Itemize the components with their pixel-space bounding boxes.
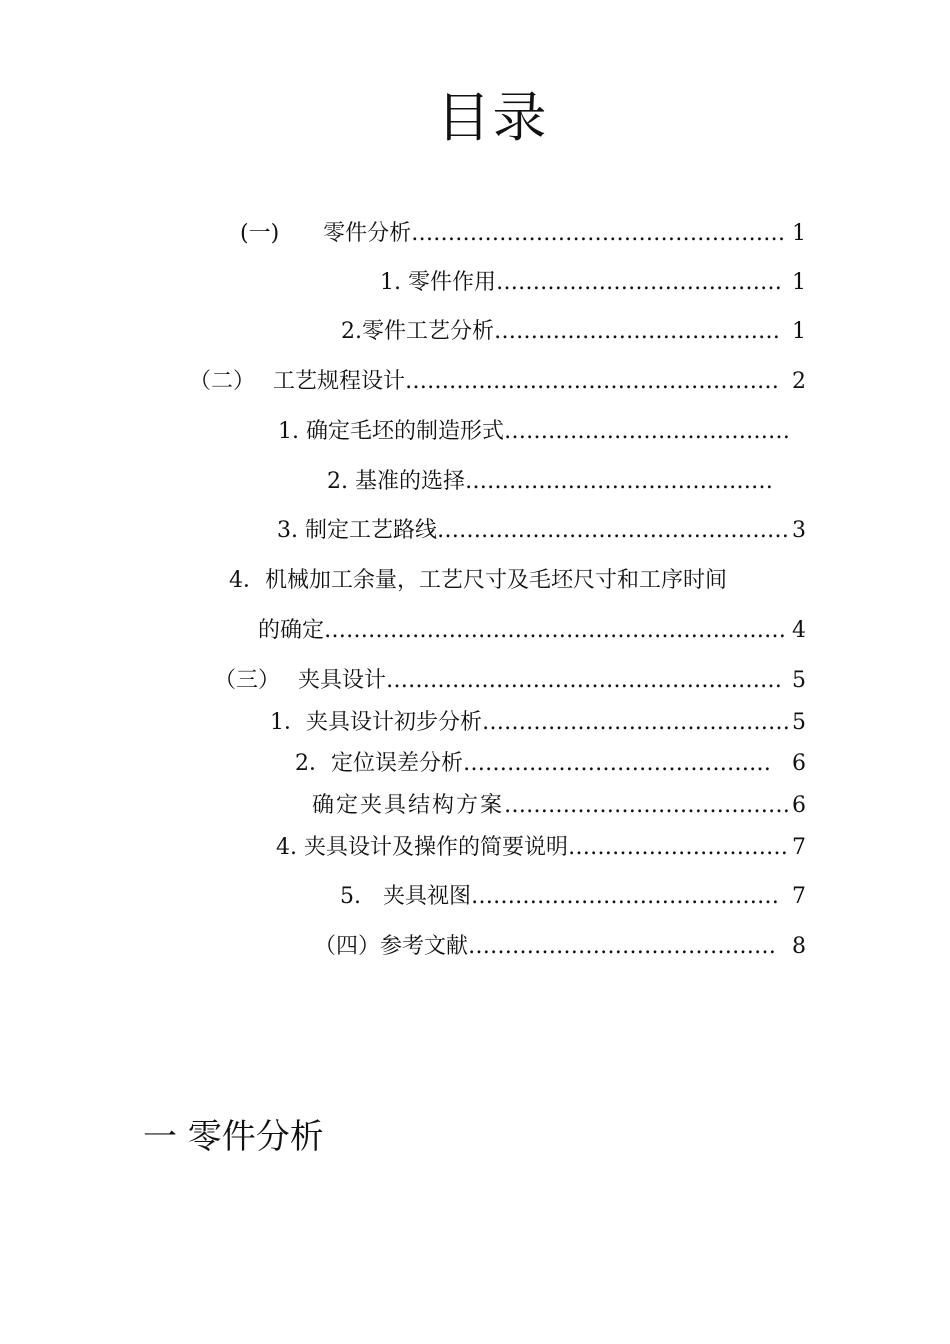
toc-entry[interactable]	[341, 317, 806, 347]
toc-entry[interactable]	[189, 367, 806, 397]
toc-leader: ……………………………………………	[411, 221, 786, 246]
toc-leader: ……………………………………………	[405, 369, 779, 394]
toc-page-number: 1	[792, 270, 806, 295]
toc-entry[interactable]	[278, 417, 794, 447]
toc-entry-text: 4. 夹具设计及操作的简要说明	[276, 835, 568, 860]
toc-entry-text: 1. 零件作用	[380, 270, 496, 295]
toc-entry[interactable]	[214, 666, 806, 696]
toc-entry[interactable]	[277, 516, 806, 546]
toc-entry-text: 的确定	[258, 618, 325, 643]
toc-entry-text: 3. 制定工艺路线	[277, 518, 437, 543]
toc-page-number: 2	[792, 369, 806, 394]
toc-entry[interactable]	[229, 566, 809, 596]
page-title: 目录	[436, 86, 549, 149]
toc-entry-text: 确定夹具结构方案	[312, 793, 505, 818]
toc-page-number: 1	[792, 319, 806, 344]
toc-entry[interactable]	[295, 749, 806, 779]
toc-leader: …………………………………	[504, 793, 791, 818]
toc-entry[interactable]	[340, 882, 806, 912]
toc-page-number: 5	[792, 710, 806, 735]
toc-leader: ………………………………………………………	[324, 618, 787, 643]
toc-page-number: 6	[792, 793, 806, 818]
toc-leader: …………………………………………	[436, 518, 789, 543]
toc-entry[interactable]	[270, 708, 806, 738]
toc-leader: ……………………………………	[471, 884, 779, 909]
section-heading: 一 零件分析	[143, 1117, 324, 1157]
toc-page-number: 8	[792, 934, 806, 959]
toc-entry-text: 2. 基准的选择	[327, 469, 465, 494]
toc-leader: ……………………………………	[464, 469, 773, 494]
toc-entry[interactable]	[312, 791, 806, 821]
toc-leader: …………………………………	[495, 270, 782, 295]
toc-entry[interactable]	[380, 268, 806, 298]
toc-entry[interactable]	[314, 932, 806, 962]
toc-entry-text: 1．夹具设计初步分析	[270, 710, 482, 735]
toc-entry[interactable]	[258, 616, 806, 646]
toc-leader: ……………………………………	[482, 710, 790, 735]
toc-entry-text: 2．定位误差分析	[295, 751, 463, 776]
toc-entry-text: （四）参考文献	[314, 934, 469, 959]
toc-leader: ………………………………………………	[386, 668, 782, 693]
toc-leader: ……………………………………	[468, 934, 777, 959]
toc-page-number: 7	[792, 835, 806, 860]
toc-page-number: 1	[792, 221, 806, 246]
toc-page-number: 6	[792, 751, 806, 776]
toc-leader: …………………………………	[494, 319, 780, 344]
toc-entry-text: (一) 零件分析	[240, 221, 412, 246]
toc-page-number: 4	[792, 618, 806, 643]
toc-entry[interactable]	[327, 467, 794, 497]
toc-page-number: 5	[792, 668, 806, 693]
toc-entry-text: 5. 夹具视图	[340, 884, 471, 909]
toc-leader: …………………………………	[503, 419, 790, 444]
toc-entry-text: 1. 确定毛坯的制造形式	[278, 419, 504, 444]
toc-entry-text: 4．机械加工余量，工艺尺寸及毛坯尺寸和工序时间	[229, 568, 727, 593]
toc-leader: ……………………………………	[463, 751, 771, 776]
toc-page-number: 3	[792, 518, 806, 543]
toc-entry[interactable]	[240, 219, 806, 249]
toc-entry-text: （二） 工艺规程设计	[189, 369, 405, 394]
toc-entry-text: （三） 夹具设计	[214, 668, 386, 693]
toc-page-number: 7	[792, 884, 806, 909]
toc-entry-text: 2.零件工艺分析	[341, 319, 494, 344]
toc-entry[interactable]	[276, 833, 806, 863]
toc-leader: …………………………	[567, 835, 788, 860]
